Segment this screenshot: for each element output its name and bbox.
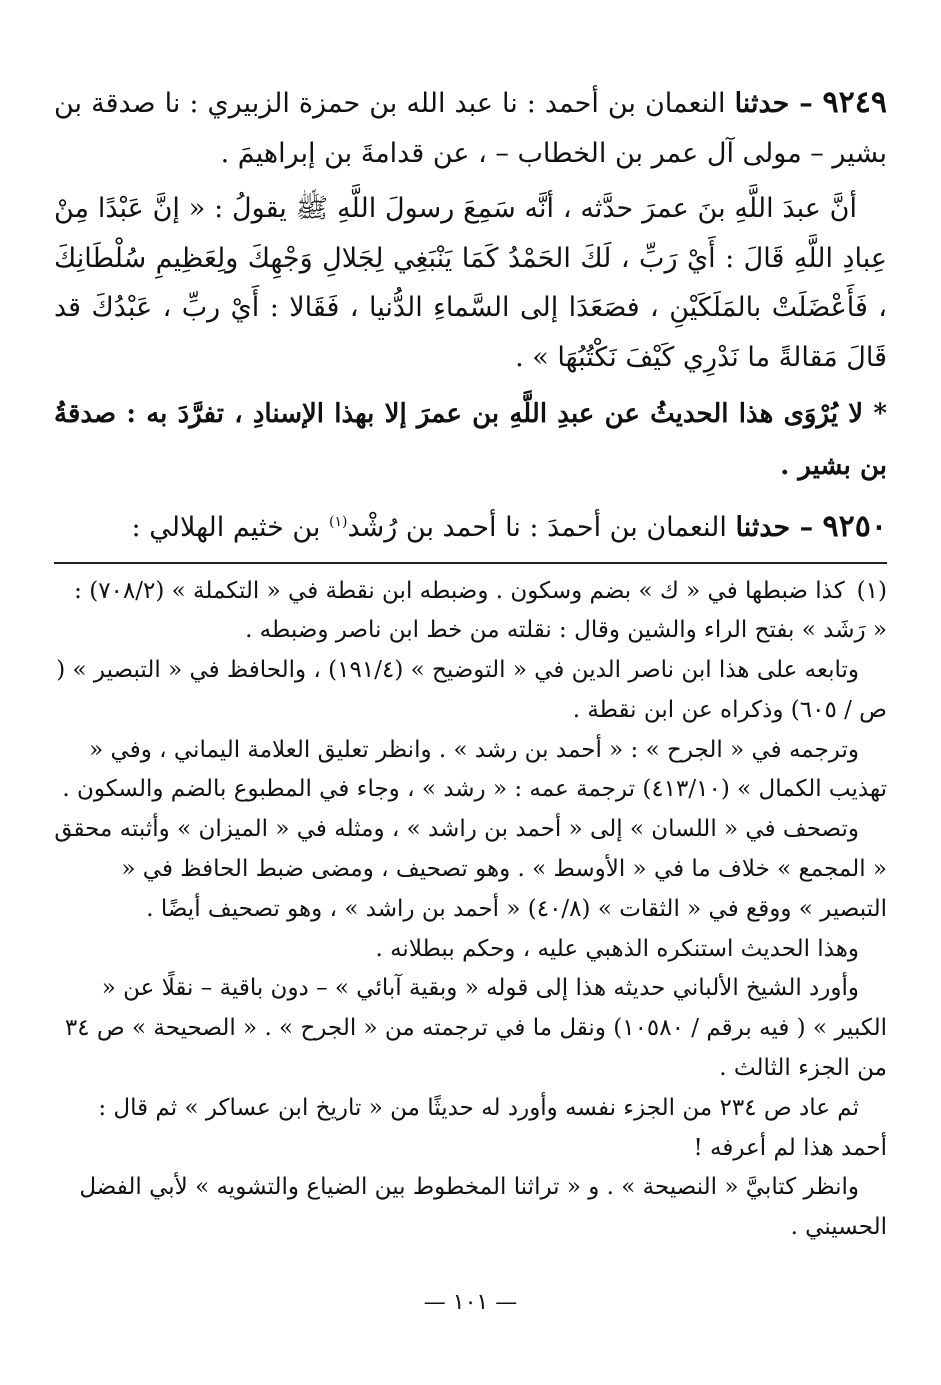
footnote-reference[interactable]: (١) — [329, 514, 348, 530]
footnote-paragraph: ثم عاد ص ٢٣٤ من الجزء نفسه وأورد له حديثًا من « تاريخ ابن عساكر » ثم قال : أحمد هذا لم أعرفه ! — [98, 1094, 887, 1161]
footnote-marker: (١) — [856, 577, 887, 604]
hadith-dash: – — [789, 88, 823, 119]
footnote-paragraph: وأورد الشيخ الألباني حديثه هذا إلى قوله « وبقية آبائي » – دون باقية – نقلًا عن « الكبير » ( فيه برقم / ١٠٥٨٠) ونقل ما في ترجمته من « الجرح » . « الصحيحة » ص ٣٤ من الجزء الثالث . — [64, 975, 887, 1082]
hadith-number: ٩٢٥٠ — [822, 509, 887, 544]
hadith-dash: – — [790, 512, 823, 543]
hadith-9249-matn: أنَّ عبدَ اللَّهِ بنَ عمرَ حدَّثه ، أنَّه سَمِعَ رسولَ اللَّهِ ﷺ يقولُ : « إنَّ عَبْدًا مِنْ عِبادِ اللَّهِ قَالَ : أَيْ رَبِّ ، لَكَ الحَمْدُ كَمَا يَنْبَغِي لِجَلالِ وَجْهِكَ ولِعَظِيمِ سُلْطَانِكَ ، فَأَعْضَلَتْ بالمَلَكَيْنِ ، فصَعَدَا إلى السَّماءِ الدُّنيا ، فَقَالا : أَيْ ربِّ ، عَبْدُكَ قد قَالَ مَقالةً ما نَدْرِي كَيْفَ نَكْتُبُهَا » . — [54, 193, 888, 373]
hadith-number: ٩٢٤٩ — [822, 85, 887, 120]
footnote-separator — [54, 562, 887, 564]
isnad-text: النعمان بن أحمد : نا عبد الله بن حمزة الزبيري : نا صدقة بن بشير – مولى آل عمر بن الخطاب – ، عن قدامةَ بن إبراهيمَ . — [54, 88, 887, 169]
haddathana-word: حدثنا — [734, 88, 790, 119]
isnad-text-b: بن خثيم الهلالي : — [131, 512, 330, 543]
hadith-9249-note: * لا يُرْوَى هذا الحديثُ عن عبدِ اللَّهِ بن عمرَ إلا بهذا الإسنادِ ، تفرَّدَ به : صدقةُ بن بشير . — [54, 399, 887, 481]
footnote-text: كذا ضبطها في « ك » بضم وسكون . وضبطه ابن نقطة في « التكملة » (٧٠٨/٢) : « رَشَد » بفتح الراء والشين وقال : نقلته من خط ابن ناصر وضبطه . — [74, 577, 887, 644]
haddathana-word: حدثنا — [735, 512, 791, 543]
footnotes-block — [54, 572, 887, 1249]
footnote-paragraph: وتابعه على هذا ابن ناصر الدين في « التوضيح » (١٩١/٤) ، والحافظ في « التبصير » ( ص / ٦٠٥) وذكراه عن ابن نقطة . — [56, 657, 887, 723]
footnote-paragraph — [54, 572, 887, 652]
footnote-paragraph: وهذا الحديث استنكره الذهبي عليه ، وحكم ببطلانه . — [375, 935, 859, 962]
footnote-paragraph: وتصحف في « اللسان » إلى « أحمد بن راشد » ، ومثله في « الميزان » وأثبته محقق « المجمع » خلاف ما في « الأوسط » . وهو تصحيف ، ومضى ضبط الحافظ في « التبصير » ووقع في « الثقات » (٤٠/٨) « أحمد بن راشد » ، وهو تصحيف أيضًا . — [54, 816, 887, 922]
hadith-9250-isnad — [54, 502, 887, 553]
footnote-paragraph: وانظر كتابيَّ « النصيحة » . و « تراثنا المخطوط بين الضياع والتشويه » لأبي الفضل الحسيني . — [79, 1174, 887, 1241]
page-number: — ١٠١ — — [423, 1290, 518, 1315]
isnad-text-a: النعمان بن أحمدَ : نا أحمد بن رُشْد — [347, 512, 736, 543]
footnote-paragraph: وترجمه في « الجرح » : « أحمد بن رشد » . وانظر تعليق العلامة اليماني ، وفي « تهذيب الكمال » (٤١٣/١٠) ترجمة عمه : « رشد » ، وجاء في المطبوع بالضم والسكون . — [62, 736, 887, 803]
hadith-9249-isnad — [54, 78, 887, 178]
